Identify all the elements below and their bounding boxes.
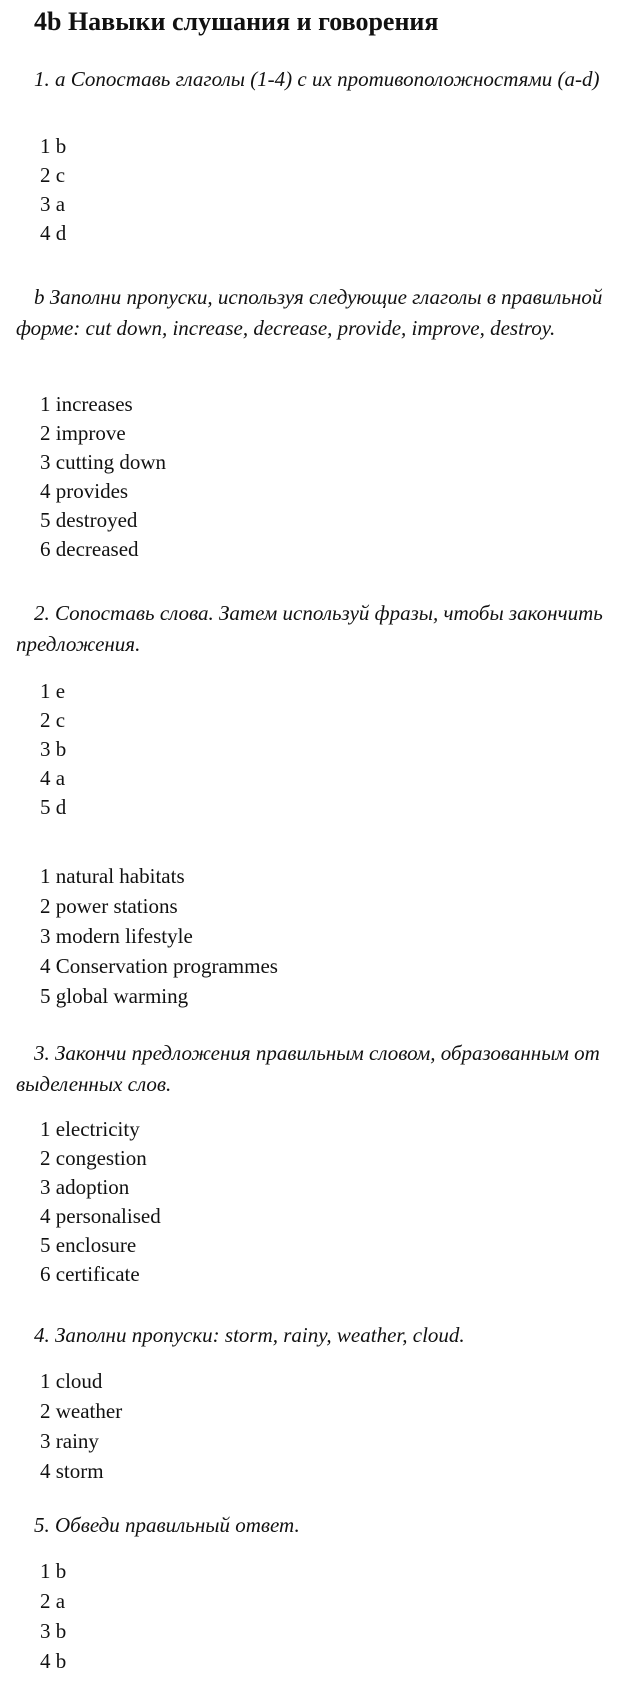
answer-item: 2 weather (40, 1399, 123, 1423)
answer-item: 2 c (40, 708, 66, 732)
answer-item: 5 global warming (40, 984, 189, 1008)
answer-item: 1 electricity (40, 1117, 140, 1141)
answer-item: 4 a (40, 766, 66, 790)
answer-item: 1 b (40, 1559, 67, 1583)
answer-item: 3 b (40, 1619, 67, 1643)
exercise-1a-answers (40, 132, 66, 248)
answer-item: 4 d (40, 221, 67, 245)
answer-item: 1 natural habitats (40, 864, 185, 888)
answer-item: 4 storm (40, 1459, 104, 1483)
answer-item: 2 improve (40, 421, 126, 445)
answer-item: 4 personalised (40, 1204, 161, 1228)
answer-item: 4 Conservation programmes (40, 954, 278, 978)
answer-item: 3 cutting down (40, 450, 166, 474)
exercise-2-phrases (40, 861, 278, 1011)
answer-item: 3 a (40, 192, 66, 216)
exercise-1b-answers (40, 390, 166, 564)
answer-item: 5 destroyed (40, 508, 138, 532)
answer-item: 3 adoption (40, 1175, 130, 1199)
answer-item: 4 provides (40, 479, 129, 503)
exercise-1b-instruction: b Заполни пропуски, используя следующие глаголы в правильной форме: cut down, increase, decrease, provide, improve, destroy. (16, 285, 603, 340)
answer-item: 1 cloud (40, 1369, 103, 1393)
exercise-3-answers (40, 1115, 161, 1289)
exercise-3-instruction: 3. Закончи предложения правильным словом, образованным от выделенных слов. (16, 1041, 600, 1096)
answer-item: 6 certificate (40, 1262, 140, 1286)
answer-item: 4 b (40, 1649, 67, 1673)
answer-item: 6 decreased (40, 537, 139, 561)
answer-item: 3 b (40, 737, 67, 761)
exercise-5-answers (40, 1556, 66, 1676)
answer-item: 3 modern lifestyle (40, 924, 193, 948)
exercise-4-instruction: 4. Заполни пропуски: storm, rainy, weather, cloud. (34, 1323, 465, 1347)
answer-item: 2 c (40, 163, 66, 187)
exercise-1a-instruction: 1. a Сопоставь глаголы (1-4) с их противоположностями (a-d) (34, 67, 600, 91)
answer-item: 1 b (40, 134, 67, 158)
answer-item: 1 increases (40, 392, 133, 416)
exercise-5-instruction: 5. Обведи правильный ответ. (34, 1513, 300, 1537)
exercise-2-instruction: 2. Сопоставь слова. Затем используй фразы, чтобы закончить предложения. (16, 601, 603, 656)
answer-item: 5 d (40, 795, 67, 819)
answer-item: 2 congestion (40, 1146, 147, 1170)
answer-item: 5 enclosure (40, 1233, 137, 1257)
answer-item: 1 e (40, 679, 66, 703)
answer-item: 2 power stations (40, 894, 178, 918)
answer-item: 3 rainy (40, 1429, 99, 1453)
exercise-2-answers (40, 677, 66, 822)
page-title: 4b Навыки слушания и говорения (34, 7, 439, 36)
exercise-4-answers (40, 1366, 122, 1486)
answer-item: 2 a (40, 1589, 66, 1613)
